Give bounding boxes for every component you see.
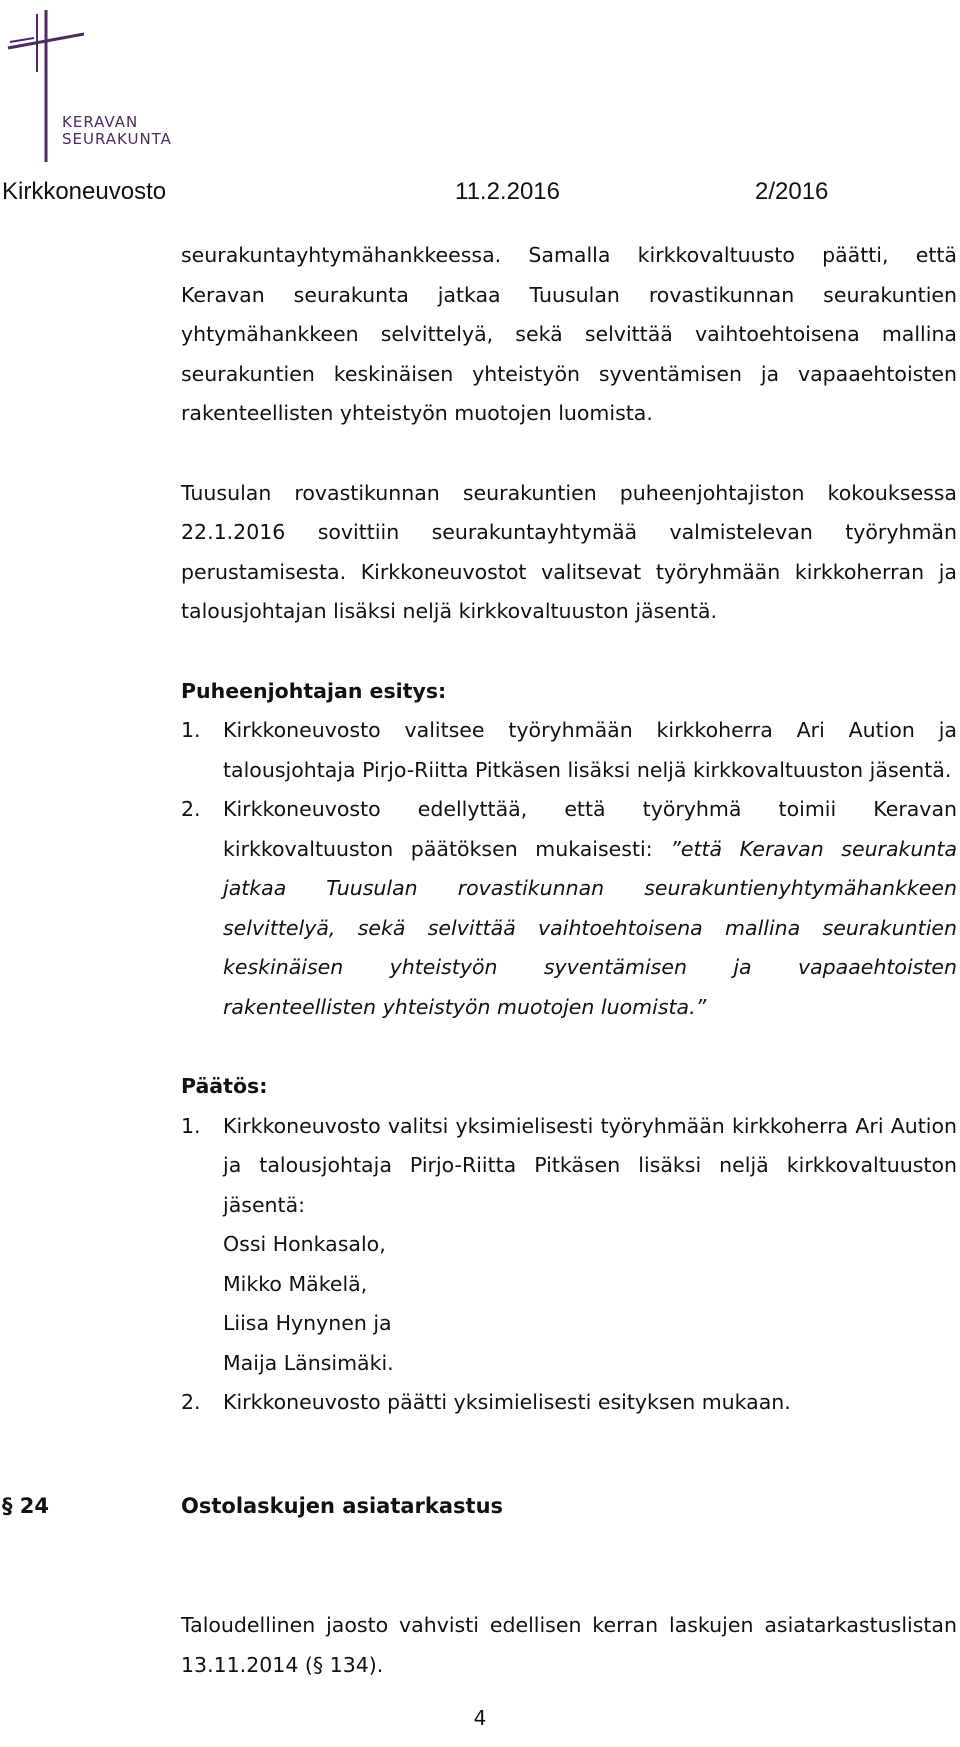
logo-name-line1: KERAVAN [62, 113, 139, 131]
member-name: Mikko Mäkelä, [223, 1271, 368, 1296]
section-paragraph: Taloudellinen jaosto vahvisti edellisen kerran laskujen asiatarkastuslistan 13.11.2014 (§ 134). [181, 1613, 957, 1677]
logo [6, 6, 172, 166]
section-title: Ostolaskujen asiatarkastus [181, 1494, 504, 1518]
proposal-heading: Puheenjohtajan esitys: [181, 678, 447, 703]
proposal-item-1-text: Kirkkoneuvosto valitsee työryhmään kirkkoherra Ari Aution ja talousjohtaja Pirjo-Riitta Pitkäsen lisäksi neljä kirkkovaltuuston jäsentä. [223, 718, 957, 782]
member-list [223, 1225, 957, 1383]
decision-item-2-number: 2. [181, 1390, 201, 1414]
header-org: Kirkkoneuvosto [2, 178, 167, 205]
member-name: Maija Länsimäki. [223, 1350, 394, 1375]
member-name: Liisa Hynynen ja [223, 1311, 392, 1335]
document-header [0, 178, 960, 208]
section-number: § 24 [2, 1494, 50, 1518]
section-heading [2, 1494, 952, 1534]
decision-item-1-number: 1. [181, 1113, 201, 1138]
decision-item-2-text: Kirkkoneuvosto päätti yksimielisesti esityksen mukaan. [223, 1390, 791, 1414]
proposal-item-2-quote: ”että Keravan seurakunta jatkaa Tuusulan rovastikunnan seurakuntienyhtymähankkeen selvittelyä, sekä selvittää vaihtoehtoisena mallina seurakuntien keskinäisen yhteistyön syventämisen ja vapaaehtoisten rakenteellisten yhteistyön muotojen luomista.” [223, 836, 958, 1019]
header-date: 11.2.2016 [455, 178, 560, 205]
section-body [181, 1606, 957, 1685]
decision-item-1-text: Kirkkoneuvosto valitsi yksimielisesti työryhmään kirkkoherra Ari Aution ja talousjohtaja Pirjo-Riitta Pitkäsen lisäksi neljä kirkkovaltuuston jäsentä: [223, 1113, 957, 1217]
decision-heading: Päätös: [181, 1074, 268, 1098]
decision-item-2 [181, 1383, 957, 1423]
header-number: 2/2016 [755, 178, 829, 205]
proposal-item-1-number: 1. [181, 718, 201, 742]
member-name: Ossi Honkasalo, [223, 1232, 386, 1256]
proposal-item-2 [181, 790, 957, 1027]
logo-name-line2: SEURAKUNTA [62, 130, 172, 148]
decision-item-1 [181, 1107, 957, 1384]
paragraph-1: seurakuntayhtymähankkeessa. Samalla kirkkovaltuusto päätti, että Keravan seurakunta jatkaa Tuusulan rovastikunnan seurakuntien yhtymähankkeen selvittelyä, sekä selvittää vaihtoehtoisena mallina seurakuntien keskinäisen yhteistyön syventämisen ja vapaaehtoisten rakenteellisten yhteistyön muotojen luomista. [181, 243, 957, 425]
proposal-item-1 [181, 711, 957, 790]
paragraph-2: Tuusulan rovastikunnan seurakuntien puheenjohtajiston kokouksessa 22.1.2016 sovittiin seurakuntayhtymää valmistelevan työryhmän perustamisesta. Kirkkoneuvostot valitsevat työryhmään kirkkoherran ja talousjohtajan lisäksi neljä kirkkovaltuuston jäsentä. [181, 480, 957, 623]
page-number: 4 [473, 1706, 487, 1730]
document-body [181, 236, 957, 1423]
proposal-item-2-number: 2. [181, 797, 201, 821]
logo-text [62, 114, 172, 148]
proposal-item-2-text: Kirkkoneuvosto edellyttää, että työryhmä toimii Keravan kirkkovaltuuston päätöksen mukaisesti: [223, 797, 957, 861]
